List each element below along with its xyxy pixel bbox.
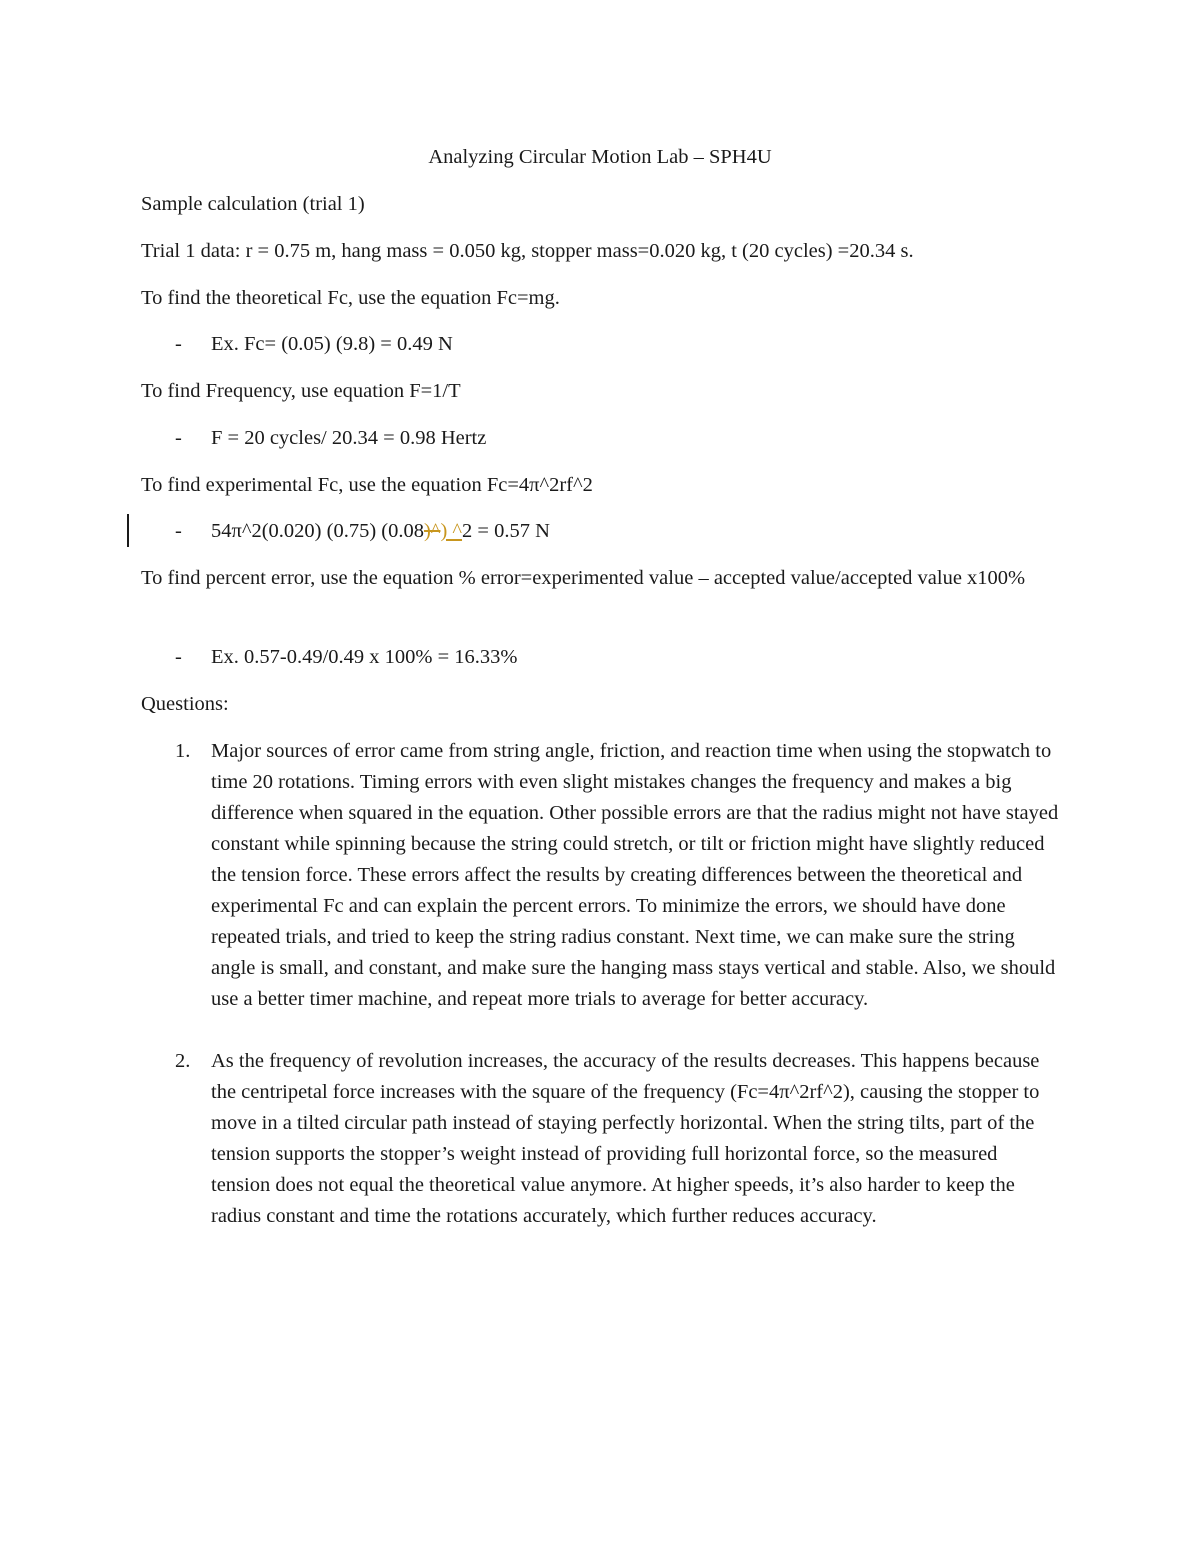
tracked-deletion[interactable]: )^ (423, 520, 441, 542)
theoretical-example: Ex. Fc= (0.05) (9.8) = 0.49 N (211, 333, 453, 355)
example-text-end: 2 = 0.57 N (462, 520, 550, 542)
bullet-dash: - (175, 427, 182, 449)
percent-error-example: Ex. 0.57-0.49/0.49 x 100% = 16.33% (211, 646, 518, 668)
questions-heading: Questions: (141, 693, 229, 715)
question-number: 1. (175, 740, 191, 762)
frequency-example: F = 20 cycles/ 20.34 = 0.98 Hertz (211, 427, 487, 449)
question-answer: Major sources of error came from string angle, friction, and reaction time when using the stopwatch to time 20 rotations. Timing errors with even slight mistakes changes the frequency and makes a big difference when squared in the equation. Other possible errors are that the radius might not have stayed constant while spinning because the string could stretch, or tilt or friction might have slightly reduced the tension force. These errors affect the results by creating differences between the theoretical and experimental Fc and can explain the percent errors. To minimize the errors, we should have done repeated trials, and tried to keep the string radius constant. Next time, we can make sure the string angle is small, and constant, and make sure the hanging mass stays vertical and stable. Also, we should use a better timer machine, and repeat more trials to average for better accuracy. (211, 740, 1059, 1010)
trial-data: Trial 1 data: r = 0.75 m, hang mass = 0.050 kg, stopper mass=0.020 kg, t (20 cycles) =20.34 s. (141, 240, 914, 262)
tracked-insertion[interactable]: ) ^ (440, 520, 463, 542)
frequency-intro: To find Frequency, use equation F=1/T (141, 380, 461, 402)
question-number: 2. (175, 1050, 191, 1072)
sample-heading: Sample calculation (trial 1) (141, 193, 365, 215)
percent-error-intro: To find percent error, use the equation % error=experimented value – accepted value/accepted value x100% (141, 567, 1026, 589)
experimental-intro: To find experimental Fc, use the equation Fc=4π^2rf^2 (141, 474, 593, 496)
experimental-example (211, 517, 550, 545)
bullet-dash: - (175, 333, 182, 355)
example-text: 54π^2(0.020) (0.75) (0.08 (211, 520, 424, 542)
change-bar (127, 514, 129, 547)
theoretical-intro: To find the theoretical Fc, use the equation Fc=mg. (141, 287, 560, 309)
bullet-dash: - (175, 520, 182, 542)
bullet-dash: - (175, 646, 182, 668)
document-title: Analyzing Circular Motion Lab – SPH4U (428, 146, 772, 168)
question-answer: As the frequency of revolution increases, the accuracy of the results decreases. This happens because the centripetal force increases with the square of the frequency (Fc=4π^2rf^2), causing the stopper to move in a tilted circular path instead of staying perfectly horizontal. When the string tilts, part of the tension supports the stopper’s weight instead of providing full horizontal force, so the measured tension does not equal the theoretical value anymore. At higher speeds, it’s also harder to keep the radius constant and time the rotations accurately, which further reduces accuracy. (211, 1050, 1040, 1227)
